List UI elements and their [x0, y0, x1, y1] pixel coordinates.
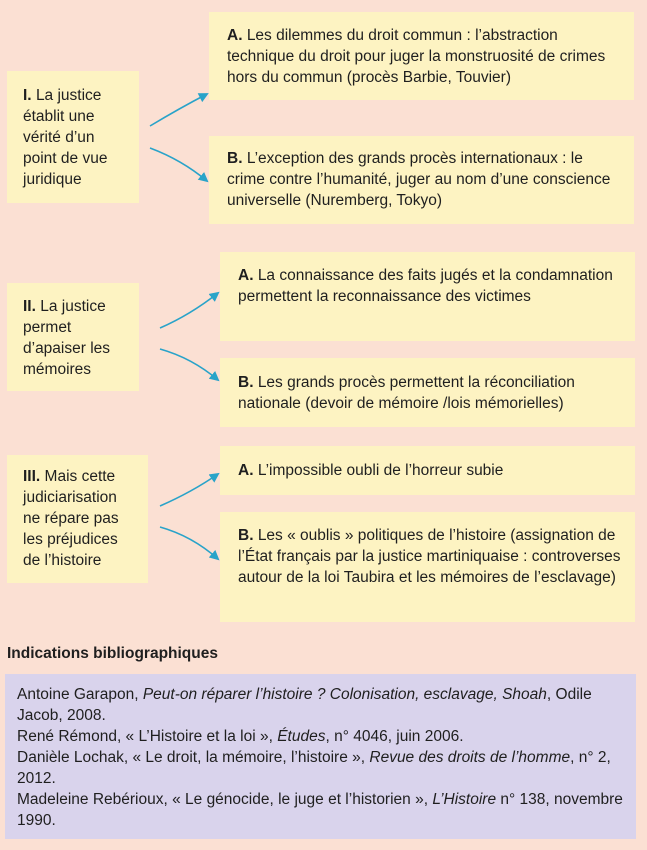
section-3-box	[7, 455, 148, 583]
section-2b-text: Les grands procès permettent la réconciliation nationale (devoir de mémoire /lois mémorielles)	[238, 374, 575, 412]
section-3a-number: A.	[238, 462, 254, 479]
section-2a-box	[220, 252, 635, 341]
ref-work: L’Histoire	[432, 791, 497, 808]
arrow-2a	[160, 293, 218, 328]
ref-work: Revue des droits de l’homme	[369, 749, 571, 766]
section-1-box	[7, 71, 139, 203]
section-1b-text: L’exception des grands procès internationaux : le crime contre l’humanité, juger au nom d’une conscience universelle (Nuremberg, Tokyo)	[227, 150, 611, 209]
ref-details: n° 138, novembre 1990.	[17, 791, 623, 829]
bibliography-title: Indications bibliographiques	[7, 645, 218, 662]
ref-details: , Odile Jacob, 2008.	[17, 686, 592, 724]
arrow-2b	[160, 349, 218, 380]
section-3a-text: L’impossible oubli de l’horreur subie	[257, 462, 504, 479]
section-2b-box	[220, 358, 635, 427]
section-2a-text: La connaissance des faits jugés et la condamnation permettent la reconnaissance des victimes	[238, 267, 613, 305]
section-1-text: La justice établit une vérité d’un point de vue juridique	[23, 87, 108, 188]
arrow-3a	[160, 474, 218, 506]
section-1a-text: Les dilemmes du droit commun : l’abstraction technique du droit pour juger la monstruosité de crimes hors du commun (procès Barbie, Touvier)	[227, 27, 606, 86]
section-2a-number: A.	[238, 267, 254, 284]
section-3b-number: B.	[238, 527, 254, 544]
arrow-3b	[160, 527, 218, 559]
ref-details: , n° 2, 2012.	[17, 749, 611, 787]
section-2-text: La justice permet d’apaiser les mémoires	[23, 298, 111, 378]
section-1b-box	[209, 136, 634, 224]
section-1a-number: A.	[227, 27, 243, 44]
section-2b-number: B.	[238, 374, 254, 391]
bibliography-ref	[17, 684, 624, 726]
section-2-number: II.	[23, 298, 36, 315]
bibliography-box	[5, 674, 636, 839]
section-3b-box	[220, 512, 635, 622]
section-3-number: III.	[23, 468, 41, 485]
bibliography-ref	[17, 747, 624, 789]
arrow-1a	[150, 94, 207, 126]
ref-details: , n° 4046, juin 2006.	[325, 728, 464, 745]
ref-work: Études	[277, 728, 326, 745]
section-3-text: Mais cette judiciarisation ne répare pas les préjudices de l’histoire	[23, 468, 119, 569]
ref-work: Peut-on réparer l’histoire ? Colonisation, esclavage, Shoah	[142, 686, 547, 703]
bibliography-ref	[17, 726, 624, 747]
section-2-box	[7, 283, 139, 391]
section-3a-box	[220, 446, 635, 495]
ref-author: Antoine Garapon,	[17, 686, 143, 703]
arrow-1b	[150, 148, 207, 181]
bibliography-ref	[17, 789, 624, 831]
section-1a-box	[209, 12, 634, 100]
ref-author: René Rémond, « L’Histoire et la loi »,	[17, 728, 278, 745]
section-1-number: I.	[23, 87, 32, 104]
section-1b-number: B.	[227, 150, 243, 167]
ref-author: Danièle Lochak, « Le droit, la mémoire, l’histoire »,	[17, 749, 370, 766]
ref-author: Madeleine Rebérioux, « Le génocide, le juge et l’historien »,	[17, 791, 433, 808]
section-3b-text: Les « oublis » politiques de l’histoire (assignation de l’État français par la justice martiniquaise : controverses autour de la loi Taubira et les mémoires de l’esclavage)	[238, 527, 621, 586]
